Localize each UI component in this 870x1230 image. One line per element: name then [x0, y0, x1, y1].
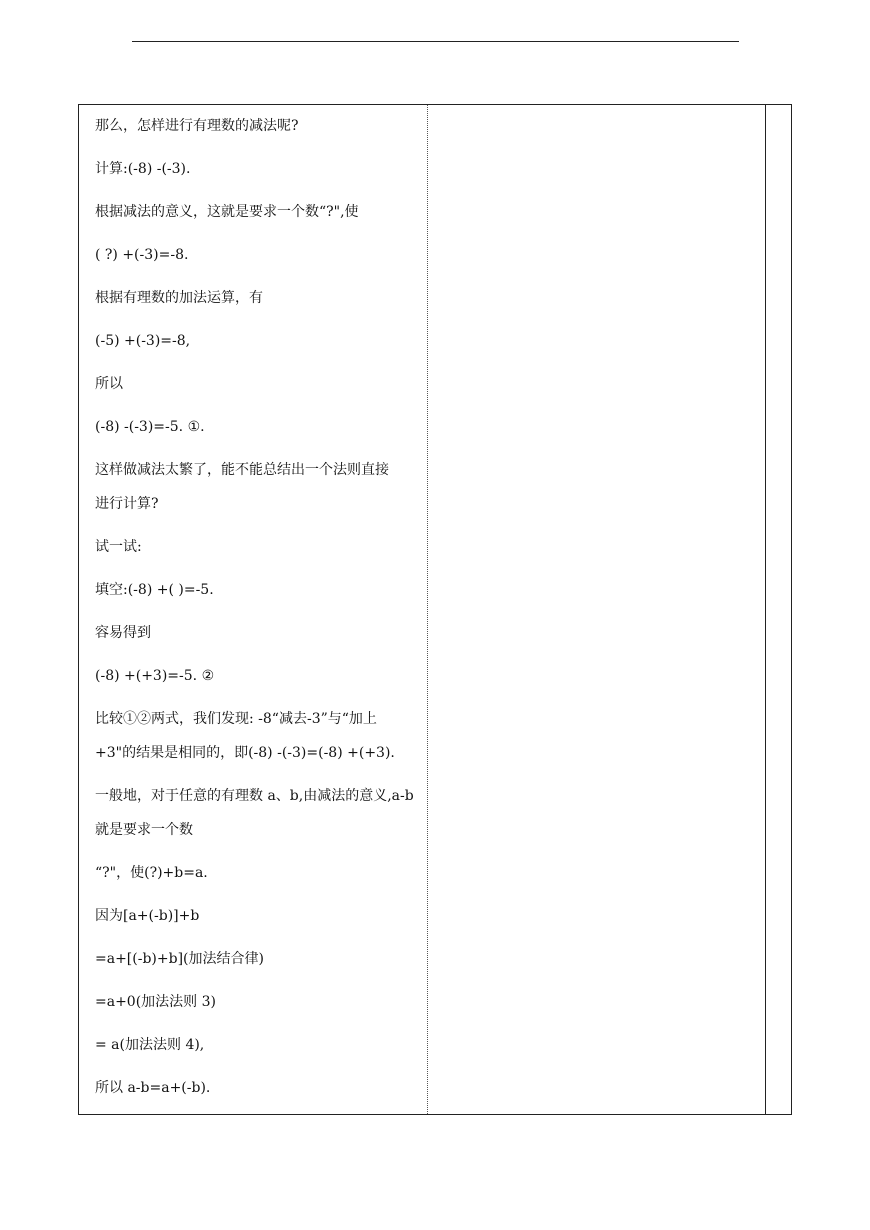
text-line: 比较①②两式，我们发现: -8“减去-3”与“加上 [95, 711, 377, 727]
text-line: (-5) +(-3)=-8, [95, 333, 191, 349]
text-line: 试一试: [95, 539, 142, 555]
text-line: “?"，使(?)+b=a. [95, 865, 208, 881]
text-line: 计算:(-8) -(-3). [95, 161, 191, 177]
text-line: ( ?) +(-3)=-8. [95, 247, 189, 263]
text-line: 根据减法的意义，这就是要求一个数“?",使 [95, 204, 359, 220]
text-line: 容易得到 [95, 625, 151, 641]
text-line: 填空:(-8) +( )=-5. [95, 582, 214, 598]
text-line: 进行计算? [95, 496, 159, 512]
text-line: (-8) +(+3)=-5. ② [95, 668, 215, 684]
text-line: =a+0(加法法则 3) [95, 994, 216, 1010]
text-line: = a(加法法则 4), [95, 1037, 205, 1053]
text-line: 这样做减法太繁了，能不能总结出一个法则直接 [95, 462, 389, 478]
text-line: 所以 a-b=a+(-b). [95, 1080, 211, 1096]
lesson-table [78, 104, 792, 1115]
header-rule [132, 41, 739, 42]
text-line: 就是要求一个数 [95, 822, 193, 838]
text-line: 所以 [95, 376, 123, 392]
column-divider-dotted [427, 105, 428, 1114]
column-divider [765, 105, 766, 1114]
text-line: 一般地，对于任意的有理数 a、b,由减法的意义,a-b [95, 788, 414, 804]
text-line: 因为[a+(-b)]+b [95, 908, 200, 924]
text-line: =a+[(-b)+b](加法结合律) [95, 951, 264, 967]
text-line: (-8) -(-3)=-5. ①. [95, 419, 205, 435]
text-line: 根据有理数的加法运算，有 [95, 290, 263, 306]
text-line: +3"的结果是相同的，即(-8) -(-3)=(-8) +(+3). [95, 745, 395, 761]
content-column [79, 105, 427, 1114]
text-line: 那么，怎样进行有理数的减法呢? [95, 118, 299, 134]
